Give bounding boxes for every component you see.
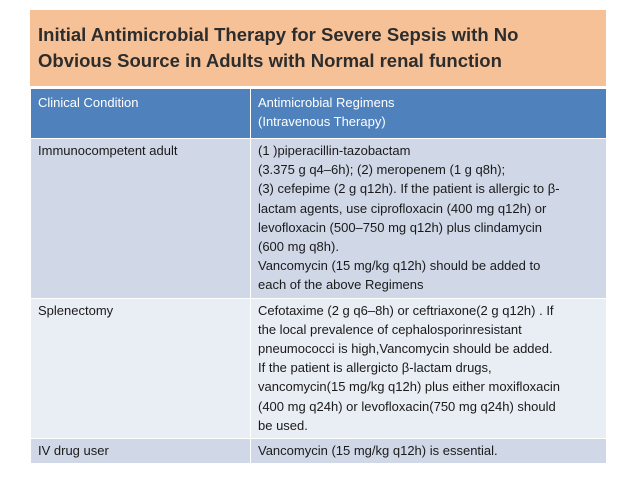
regimen-line: (3) cefepime (2 g q12h). If the patient is allergic to β- xyxy=(258,181,560,197)
regimen-line: Vancomycin (15 mg/kg q12h) should be added to xyxy=(258,258,541,274)
header-antimicrobial-regimens xyxy=(251,89,607,139)
title-line-2: Obvious Source in Adults with Normal renal function xyxy=(38,50,502,71)
slide-title xyxy=(30,10,606,86)
header-regimens-line-2: (Intravenous Therapy) xyxy=(258,114,386,130)
regimen-cell xyxy=(251,439,607,464)
regimen-line: Cefotaxime (2 g q6–8h) or ceftriaxone(2 g q12h) . If xyxy=(258,302,554,318)
header-clinical-condition: Clinical Condition xyxy=(31,89,251,139)
header-regimens-line-1: Antimicrobial Regimens xyxy=(258,95,395,110)
title-line-1: Initial Antimicrobial Therapy for Severe Sepsis with No xyxy=(38,24,519,45)
condition-cell: IV drug user xyxy=(31,439,251,464)
regimen-line: (1 )piperacillin-tazobactam xyxy=(258,143,411,158)
regimen-line: If the patient is allergicto β-lactam drugs, xyxy=(258,360,492,376)
condition-cell: Splenectomy xyxy=(31,298,251,438)
regimen-line: vancomycin(15 mg/kg q12h) plus either moxifloxacin xyxy=(258,379,561,395)
therapy-table xyxy=(30,88,607,464)
regimen-line: each of the above Regimens xyxy=(258,277,424,293)
regimen-line: levofloxacin (500–750 mg q12h) plus clindamycin xyxy=(258,219,542,235)
regimen-line: pneumococci is high,Vancomycin should be added. xyxy=(258,341,553,357)
regimen-line: (600 mg q8h). xyxy=(258,239,339,255)
regimen-line: Vancomycin (15 mg/kg q12h) is essential. xyxy=(258,443,498,459)
regimen-cell xyxy=(251,298,607,438)
regimen-line: (3.375 g q4–6h); (2) meropenem (1 g q8h); xyxy=(258,162,506,178)
regimen-line: the local prevalence of cephalosporinresistant xyxy=(258,321,522,337)
condition-cell: Immunocompetent adult xyxy=(31,139,251,299)
table-header-row xyxy=(31,89,607,139)
regimen-cell xyxy=(251,139,607,299)
table-row xyxy=(31,139,607,299)
regimen-line: (400 mg q24h) or levofloxacin(750 mg q24h) should xyxy=(258,398,556,414)
regimen-line: be used. xyxy=(258,417,308,433)
regimen-line: lactam agents, use ciprofloxacin (400 mg q12h) or xyxy=(258,200,547,216)
table-row xyxy=(31,439,607,464)
table-row xyxy=(31,298,607,438)
